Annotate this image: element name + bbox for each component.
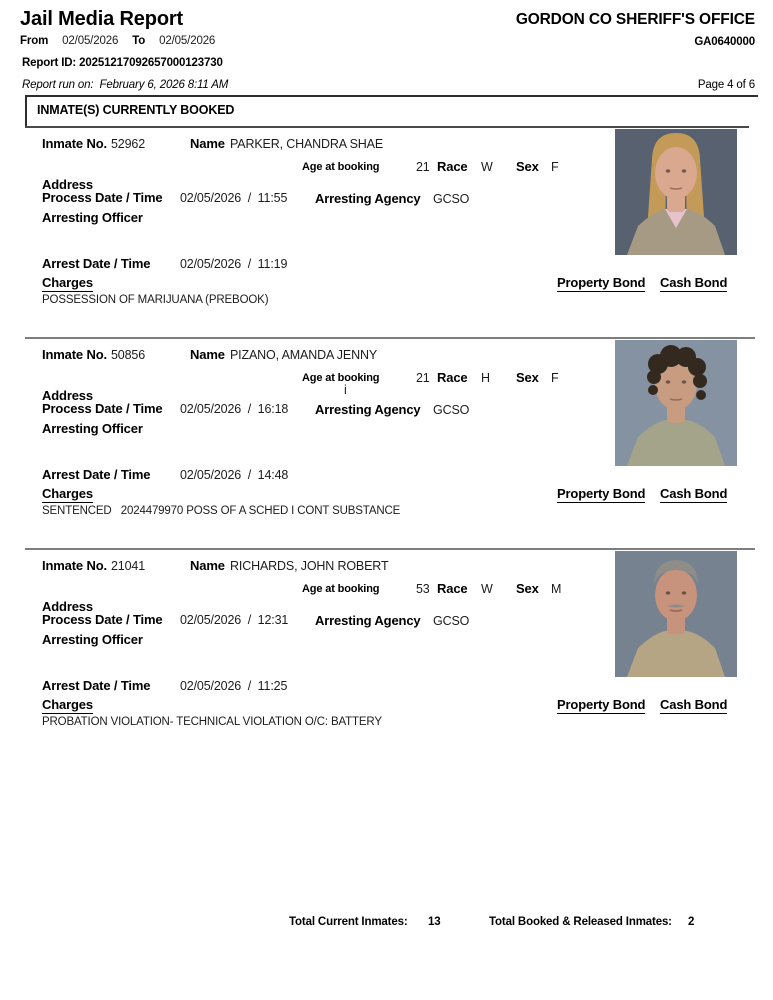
race-value: W [481,582,493,596]
sex-value: M [551,582,562,596]
total-current-inmates-value: 13 [428,916,441,928]
inmate-no-label: Inmate No. [42,347,107,362]
total-current-inmates-label: Total Current Inmates: [289,916,408,928]
inmate-record [0,134,773,339]
section-left-tick [25,95,27,126]
name-value: PIZANO, AMANDA JENNY [230,348,378,362]
process-date-time-value: 02/05/2026 / 11:55 [180,191,288,205]
arresting-officer-label: Arresting Officer [42,632,143,647]
cash-bond-header: Cash Bond [660,486,728,501]
to-label: To [132,35,146,47]
arresting-agency-label: Arresting Agency [315,191,421,206]
race-value: W [481,160,493,174]
age-at-booking-value: 53 [416,582,430,596]
age-at-booking-value: 21 [416,160,430,174]
mugshot-photo [615,551,737,677]
name-value: RICHARDS, JOHN ROBERT [230,559,389,573]
address-label: Address [42,388,93,403]
age-at-booking-label: Age at booking [302,583,380,595]
cash-bond-header: Cash Bond [660,697,728,712]
office-name: GORDON CO SHERIFF'S OFFICE [515,11,755,28]
inmate-no-label: Inmate No. [42,136,107,151]
arresting-agency-value: GCSO [433,403,470,417]
arrest-date-time-value: 02/05/2026 / 11:19 [180,257,288,271]
age-at-booking-label: Age at booking [302,161,380,173]
total-booked-released-value: 2 [688,916,695,928]
charges-header: Charges [42,697,93,712]
arrest-date-time-value: 02/05/2026 / 14:48 [180,468,289,482]
arresting-officer-label: Arresting Officer [42,210,143,225]
date-range [20,35,229,47]
race-value: H [481,371,490,385]
arresting-agency-label: Arresting Agency [315,402,421,417]
to-value: 02/05/2026 [159,35,216,47]
age-at-booking-value: 21 [416,371,430,385]
total-booked-released-label: Total Booked & Released Inmates: [489,916,672,928]
inmate-no-label: Inmate No. [42,558,107,573]
process-date-time-value: 02/05/2026 / 12:31 [180,613,289,627]
process-date-time-label: Process Date / Time [42,190,163,205]
property-bond-header: Property Bond [557,275,646,290]
sex-label: Sex [516,581,539,596]
address-value: i [344,383,347,397]
arresting-officer-label: Arresting Officer [42,421,143,436]
from-label: From [20,35,49,47]
inmate-no-value: 52962 [111,137,146,151]
property-bond-header: Property Bond [557,697,646,712]
race-label: Race [437,581,468,596]
charges-header: Charges [42,275,93,290]
page-number: Page 4 of 6 [697,79,755,91]
inmate-record [0,345,773,550]
name-label: Name [190,558,225,573]
arrest-date-time-value: 02/05/2026 / 11:25 [180,679,288,693]
mugshot-illustration [615,340,737,466]
name-value: PARKER, CHANDRA SHAE [230,137,384,151]
arresting-agency-label: Arresting Agency [315,613,421,628]
property-bond-header: Property Bond [557,486,646,501]
charge-line: SENTENCED 2024479970 POSS OF A SCHED I CONT SUBSTANCE [42,505,401,517]
process-date-time-label: Process Date / Time [42,612,163,627]
from-value: 02/05/2026 [62,35,119,47]
inmate-no-value: 50856 [111,348,146,362]
charge-line: POSSESSION OF MARIJUANA (PREBOOK) [42,294,269,306]
process-date-time-value: 02/05/2026 / 16:18 [180,402,289,416]
charge-line: PROBATION VIOLATION- TECHNICAL VIOLATION O/C: BATTERY [42,716,382,728]
race-label: Race [437,159,468,174]
mugshot-illustration [615,129,737,255]
arrest-date-time-label: Arrest Date / Time [42,678,151,693]
arresting-agency-value: GCSO [433,192,470,206]
mugshot-illustration [615,551,737,677]
agency-code: GA0640000 [694,36,755,48]
age-at-booking-label: Age at booking [302,372,380,384]
sex-label: Sex [516,159,539,174]
mugshot-photo [615,340,737,466]
header-rule [25,95,758,97]
charges-header: Charges [42,486,93,501]
page-title: Jail Media Report [20,8,184,30]
race-label: Race [437,370,468,385]
cash-bond-header: Cash Bond [660,275,728,290]
process-date-time-label: Process Date / Time [42,401,163,416]
name-label: Name [190,136,225,151]
address-label: Address [42,177,93,192]
inmate-no-value: 21041 [111,559,146,573]
report-run-on: Report run on: February 6, 2026 8:11 AM [22,79,229,91]
name-label: Name [190,347,225,362]
sex-value: F [551,160,559,174]
sex-label: Sex [516,370,539,385]
mugshot-photo [615,129,737,255]
sex-value: F [551,371,559,385]
arresting-agency-value: GCSO [433,614,470,628]
arrest-date-time-label: Arrest Date / Time [42,467,151,482]
inmate-record [0,556,773,761]
arrest-date-time-label: Arrest Date / Time [42,256,151,271]
section-rule [25,126,749,128]
report-id: Report ID: 20251217092657000123730 [22,57,223,69]
section-title: INMATE(S) CURRENTLY BOOKED [37,103,235,117]
address-label: Address [42,599,93,614]
